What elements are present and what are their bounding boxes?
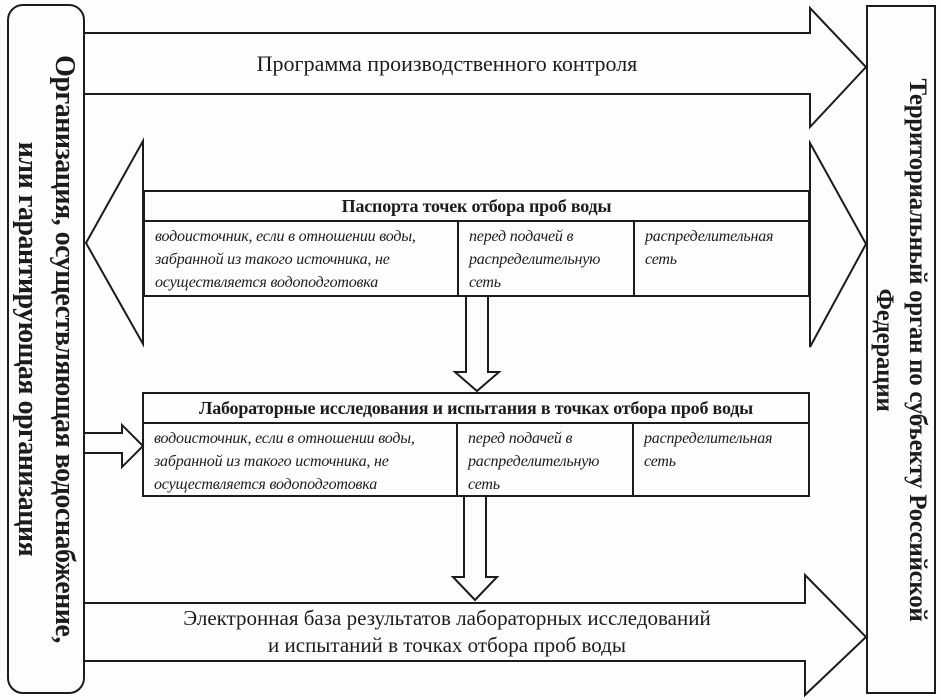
lab-table-header: Лабораторные исследования и испытания в точках отбора проб воды [144,394,808,424]
lab-cell-water-source: водоисточник, если в отношении воды, забранной из такого источника, не осуществляется водоподготовка [144,424,458,495]
database-label-line2: и испытаний в точках отбора проб воды [268,633,626,657]
passport-cell-distribution-network: распределительная сеть [645,228,774,268]
passport-left-arrowhead [86,141,143,344]
passport-table-row [145,222,808,295]
lab-table-row [144,424,808,495]
down-arrow-1 [455,297,499,391]
passport-cell-water-source: водоисточник, если в отношении воды, забранной из такого источника, не осуществляется водоподготовка [145,222,459,295]
org-label-line2: или гарантирующая организация [12,141,43,557]
passport-points-table [143,190,810,297]
passport-table-header: Паспорта точек отбора проб воды [145,192,808,222]
down-arrow-2 [453,497,497,600]
database-label-line1: Электронная база результатов лабораторных исследований [183,606,711,630]
lab-tests-table [142,392,810,497]
water-supply-organization-box [7,4,85,694]
territorial-authority-box [866,5,936,694]
territorial-authority-label [868,10,934,690]
electronic-database-label [84,601,810,663]
org-label-line1: Организация, осуществляющая водоснабжение, [49,55,80,643]
passport-cell-before-supply: перед подачей в распределительную сеть [459,222,635,295]
lab-cell-distribution-network: распределительная сеть [644,430,773,470]
org-to-lab-arrow [84,425,143,467]
authority-label-line1: Территориальный орган по субъекту Российской [904,77,931,621]
production-control-program-label: Программа производственного контроля [256,50,638,76]
authority-label-line2: Федерации [871,288,898,411]
lab-cell-before-supply: перед подачей в распределительную сеть [458,424,634,495]
water-supply-organization-label [9,9,83,689]
passport-right-arrowhead [810,143,866,347]
